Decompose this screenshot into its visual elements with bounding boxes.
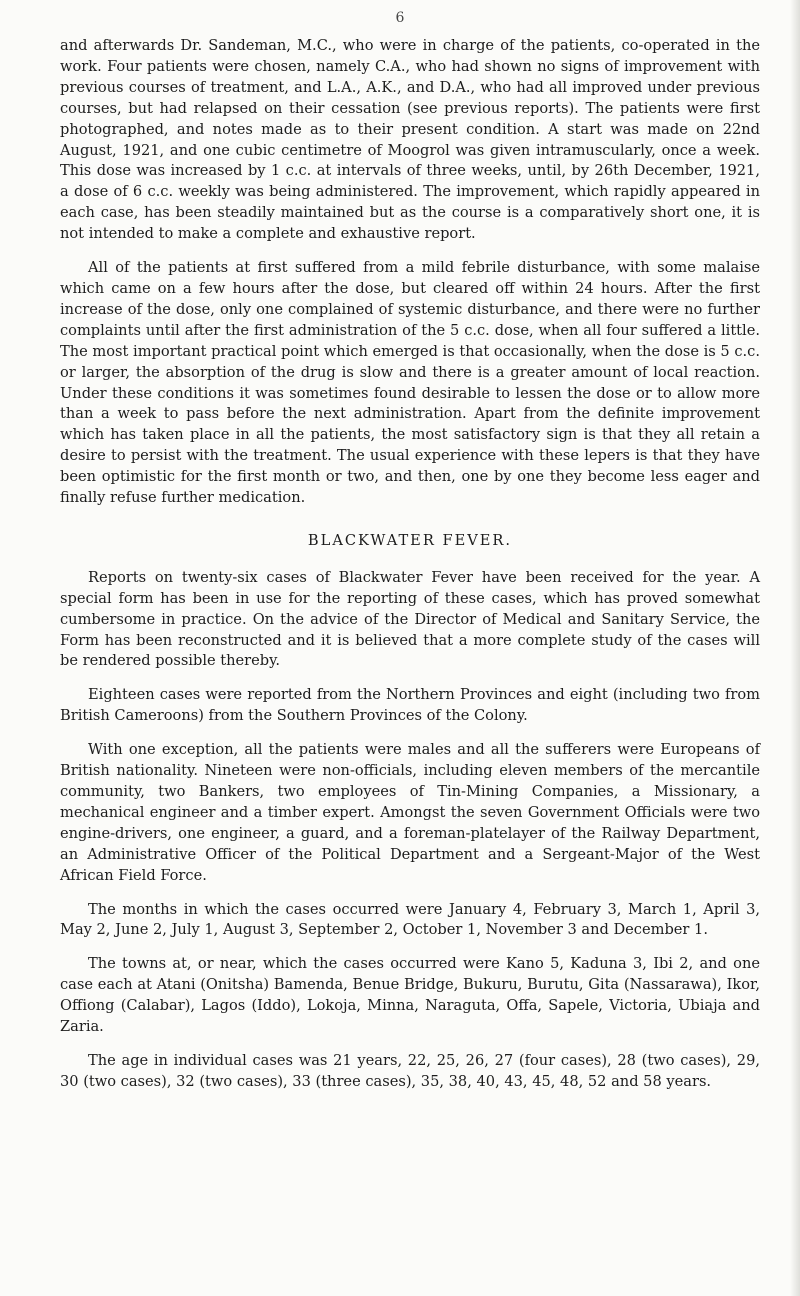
page-edge-shadow	[790, 0, 800, 1296]
paragraph-moogrol-trial: and afterwards Dr. Sandeman, M.C., who were in charge of the patients, co-operated in the work. Four patients were chosen, namely C.A., who had shown no signs of improvement with previous courses of treatment, and L.A., A.K., and D.A., who had all improved under previous courses, but had relapsed on their cessation (see previous reports). The patients were first photographed, and notes made as to their present condition. A start was made on 22nd August, 1921, and one cubic centimetre of Moogrol was given intramuscularly, once a week. This dose was increased by 1 c.c. at intervals of three weeks, until, by 26th December, 1921, a dose of 6 c.c. weekly was being administered. The improvement, which rapidly appeared in each case, has been steadily maintained but as the course is a comparatively short one, it is not intended to make a complete and exhaustive report.	[60, 37, 760, 243]
paragraph-towns: The towns at, or near, which the cases occurred were Kano 5, Kaduna 3, Ibi 2, and one case each at Atani (Onitsha) Bamenda, Benue Bridge, Bukuru, Burutu, Gita (Nassarawa), Ikor, Offiong (Calabar), Lagos (Iddo), Lokoja, Minna, Naraguta, Offa, Sapele, Victoria, Ubiaja and Zaria.	[60, 955, 760, 1036]
paragraph-months: The months in which the cases occurred were January 4, February 3, March 1, April 3, May 2, June 2, July 1, August 3, September 2, October 1, November 3 and December 1.	[60, 900, 760, 939]
body-text	[60, 36, 760, 1106]
paragraph-reactions: All of the patients at first suffered from a mild febrile disturbance, with some malaise which came on a few hours after the dose, but cleared off within 24 hours. After the first increase of the dose, only one complained of systemic disturbance, and there were no further complaints until after the first administration of the 5 c.c. dose, when all four suffered a little. The most important practical point which emerged is that occasionally, when the dose is 5 c.c. or larger, the absorption of the drug is slow and there is a greater amount of local reaction. Under these conditions it was sometimes found desirable to lessen the dose or to allow more than a week to pass before the next administration. Apart from the definite improvement which has taken place in all the patients, the most satisfactory sign is that they all retain a desire to persist with the treatment. The usual experience with these lepers is that they have been optimistic for the first month or two, and then, one by one they become less eager and finally refuse further medication.	[60, 259, 760, 507]
page-number: 6	[395, 10, 405, 26]
paragraph-reports: Reports on twenty-six cases of Blackwater Fever have been received for the year. A special form has been in use for the reporting of these cases, which has proved somewhat cumbersome in practice. On the advice of the Director of Medical and Sanitary Service, the Form has been reconstructed and it is believed that a more complete study of the cases will be rendered possible thereby.	[60, 568, 760, 670]
paragraph-provinces: Eighteen cases were reported from the Northern Provinces and eight (including two from British Cameroons) from the Southern Provinces of the Colony.	[60, 686, 760, 725]
section-heading-blackwater-fever: BLACKWATER FEVER.	[307, 531, 513, 549]
paragraph-patients: With one exception, all the patients were males and all the sufferers were Europeans of British nationality. Nineteen were non-officials, including eleven members of the mercantile community, two Bankers, two employees of Tin-Mining Companies, a Missionary, a mechanical engineer and a timber expert. Amongst the seven Government Officials were two engine-drivers, one engineer, a guard, and a foreman-platelayer of the Railway Department, an Administrative Officer of the Political Department and a Sergeant-Major of the West African Field Force.	[60, 741, 760, 884]
paragraph-ages: The age in individual cases was 21 years, 22, 25, 26, 27 (four cases), 28 (two cases), 29, 30 (two cases), 32 (two cases), 33 (three cases), 35, 38, 40, 43, 45, 48, 52 and 58 years.	[60, 1051, 760, 1090]
